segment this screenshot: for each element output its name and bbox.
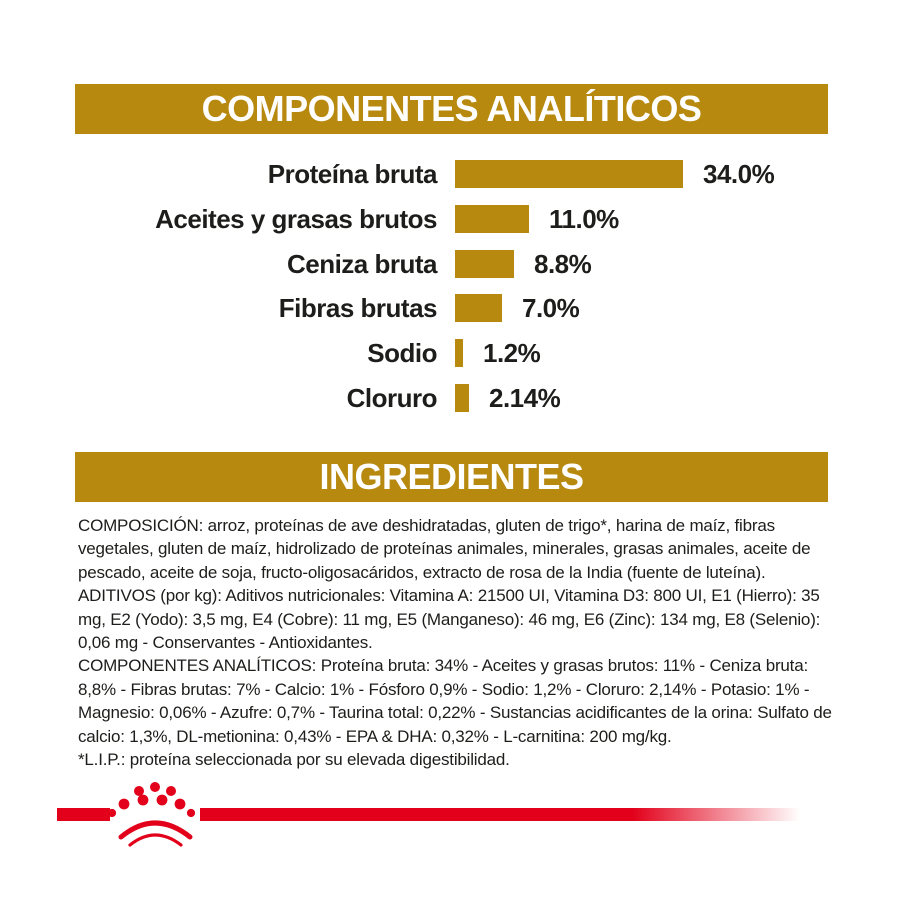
chart-row xyxy=(0,384,900,412)
chart-bar-value: 11.0% xyxy=(549,204,619,234)
chart-bar-value: 34.0% xyxy=(703,159,775,189)
analytical-components-paragraph: COMPONENTES ANALÍTICOS: Proteína bruta: 34% - Aceites y grasas brutos: 11% - Ceniza bruta: 8,8% - Fibras brutas: 7% - Calcio: 1% - Fósforo 0,9% - Sodio: 1,2% - Cloruro: 2,14% - Potasio: 1% - Magnesio: 0,06% - Azufre: 0,7% - Taurina total: 0,22% - Sustancias acidificantes de la orina: Sulfato de calcio: 1,3%, DL-metionina: 0,43% - EPA & DHA: 0,32% - L-carnitina: 200 mg/kg. xyxy=(78,656,832,746)
chart-bar-value: 2.14% xyxy=(489,383,561,413)
lip-footnote: *L.I.P.: proteína seleccionada por su elevada digestibilidad. xyxy=(78,750,510,770)
chart-bar-label: Sodio xyxy=(367,338,437,368)
red-divider-right xyxy=(200,808,800,821)
chart-row xyxy=(0,250,900,278)
chart-bar xyxy=(455,384,469,412)
analytics-bar-chart xyxy=(0,0,900,440)
chart-bar-value: 1.2% xyxy=(483,338,541,368)
chart-row xyxy=(0,339,900,367)
ingredients-section-header xyxy=(75,452,828,502)
chart-bar xyxy=(455,205,529,233)
chart-bar-label: Ceniza bruta xyxy=(286,249,437,279)
chart-bar-label: Fibras brutas xyxy=(278,293,437,323)
chart-bar xyxy=(455,250,514,278)
chart-bar xyxy=(455,160,683,188)
analytics-section-title: COMPONENTES ANALÍTICOS xyxy=(201,88,702,129)
additives-paragraph: ADITIVOS (por kg): Aditivos nutricionales: Vitamina A: 21500 UI, Vitamina D3: 800 UI, E1 (Hierro): 35 mg, E2 (Yodo): 3,5 mg, E4 (Cobre): 11 mg, E5 (Manganeso): 46 mg, E6 (Zinc): 134 mg, E8 (Selenio): 0,06 mg - Conservantes - Antioxidantes. xyxy=(78,586,821,653)
chart-bar xyxy=(455,339,463,367)
chart-bar-value: 8.8% xyxy=(534,249,592,279)
chart-bar-label: Cloruro xyxy=(346,383,437,413)
composition-paragraph: COMPOSICIÓN: arroz, proteínas de ave deshidratadas, gluten de trigo*, harina de maíz, fibras vegetales, gluten de maíz, hidrolizado de proteínas animales, minerales, grasas animales, aceite de pescado, aceite de soja, fructo-oligosacáridos, extracto de rosa de la India (fuente de luteína). xyxy=(78,516,811,582)
chart-bar-value: 7.0% xyxy=(522,293,580,323)
chart-row xyxy=(0,294,900,322)
ingredients-section-title: INGREDIENTES xyxy=(319,456,584,497)
chart-row xyxy=(0,205,900,233)
chart-bar-label: Proteína bruta xyxy=(267,159,437,189)
ingredients-text-block xyxy=(78,514,840,771)
chart-row xyxy=(0,160,900,188)
royal-canin-crown-icon xyxy=(100,778,220,853)
chart-bar xyxy=(455,294,502,322)
chart-bar-label: Aceites y grasas brutos xyxy=(155,204,437,234)
